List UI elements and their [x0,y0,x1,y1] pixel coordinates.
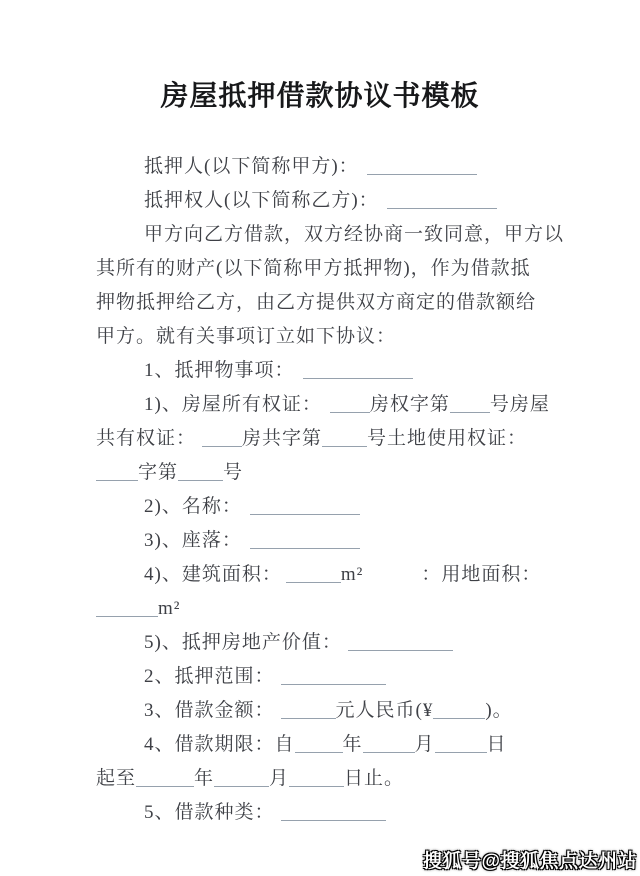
line-text: 甲方。就有关事项订立如下协议： [96,326,397,347]
line-text: 押物抵押给乙方，由乙方提供双方商定的借款额给 [96,292,537,313]
fill-in-blank [348,636,453,651]
line-text: 元人民币(¥ [335,700,434,721]
fill-in-blank [96,602,158,617]
document-title: 房屋抵押借款协议书模板 [160,80,480,111]
line-text: 年 [342,734,363,755]
fill-in-blank [363,738,415,753]
fill-in-blank [214,772,269,787]
line-text: 日 [486,734,507,755]
document-body [96,150,566,830]
line-text: 抵押权人(以下简称乙方)： [144,190,379,211]
fill-in-blank [387,194,497,209]
document-line [96,286,566,320]
line-text: 3、借款金额： [144,700,275,721]
line-text: 4、借款期限：自 [144,734,295,755]
spacer [322,409,330,410]
line-text: 号房屋 [489,394,550,415]
fill-in-blank [281,704,336,719]
line-text: 字第 [138,462,179,483]
document-line [96,762,566,796]
fill-in-blank [250,534,360,549]
line-text: 4)、建筑面积： [144,564,282,585]
line-text: 2)、名称： [144,496,242,517]
document-line [96,218,566,252]
document-line [96,796,566,830]
spacer [359,171,367,172]
line-text: 房共字第 [242,428,323,449]
line-text: m² [158,598,181,619]
line-text: 日止。 [344,768,405,789]
fill-in-blank [433,704,485,719]
document-line [96,422,566,456]
line-text: )。 [485,700,513,721]
line-text: 共有权证： [96,428,197,449]
fill-in-blank [289,772,344,787]
spacer [242,545,250,546]
document-line [96,694,566,728]
fill-in-blank [96,466,138,481]
fill-in-blank [450,398,490,413]
fill-in-blank [281,806,386,821]
document-line [96,252,566,286]
line-text: m² [340,564,364,585]
fill-in-blank [367,160,477,175]
document-line [96,388,566,422]
line-text: 其所有的财产(以下简称甲方抵押物)，作为借款抵 [96,258,531,279]
watermark-text: 搜狐号@搜狐焦点达州站 [422,851,637,872]
document-line [96,558,566,592]
line-text: 月 [414,734,435,755]
fill-in-blank [202,432,242,447]
document-line [96,490,566,524]
document-line [96,660,566,694]
document-line [96,354,566,388]
fill-in-blank [178,466,223,481]
line-text: 号土地使用权证： [367,428,528,449]
line-text: 3)、座落： [144,530,242,551]
fill-in-blank [435,738,487,753]
line-text: 房权字第 [369,394,450,415]
line-text: 起至 [96,768,137,789]
spacer [379,205,387,206]
spacer [295,375,303,376]
line-text: ：用地面积： [421,564,542,585]
line-text: 月 [269,768,290,789]
fill-in-blank [330,398,370,413]
line-text: 抵押人(以下简称甲方)： [144,156,359,177]
fill-in-blank [281,670,386,685]
fill-in-blank [286,568,341,583]
line-text: 1、抵押物事项： [144,360,295,381]
document-line [96,184,566,218]
fill-in-blank [136,772,194,787]
line-text: 5、借款种类： [144,802,275,823]
document-line [96,320,566,354]
document-line [96,626,566,660]
line-text: 5)、抵押房地产价值： [144,632,342,653]
line-text: 2、抵押范围： [144,666,275,687]
document-line [96,456,566,490]
document-line [96,150,566,184]
document-line [96,592,566,626]
fill-in-blank [295,738,343,753]
line-text: 年 [194,768,215,789]
line-text: 号 [223,462,244,483]
fill-in-blank [322,432,367,447]
spacer [242,511,250,512]
fill-in-blank [250,500,360,515]
document-line [96,524,566,558]
document-line [96,728,566,762]
fill-in-blank [303,364,413,379]
line-text: 甲方向乙方借款，双方经协商一致同意，甲方以 [144,224,565,245]
spacer [363,579,421,580]
line-text: 1)、房屋所有权证： [144,394,322,415]
